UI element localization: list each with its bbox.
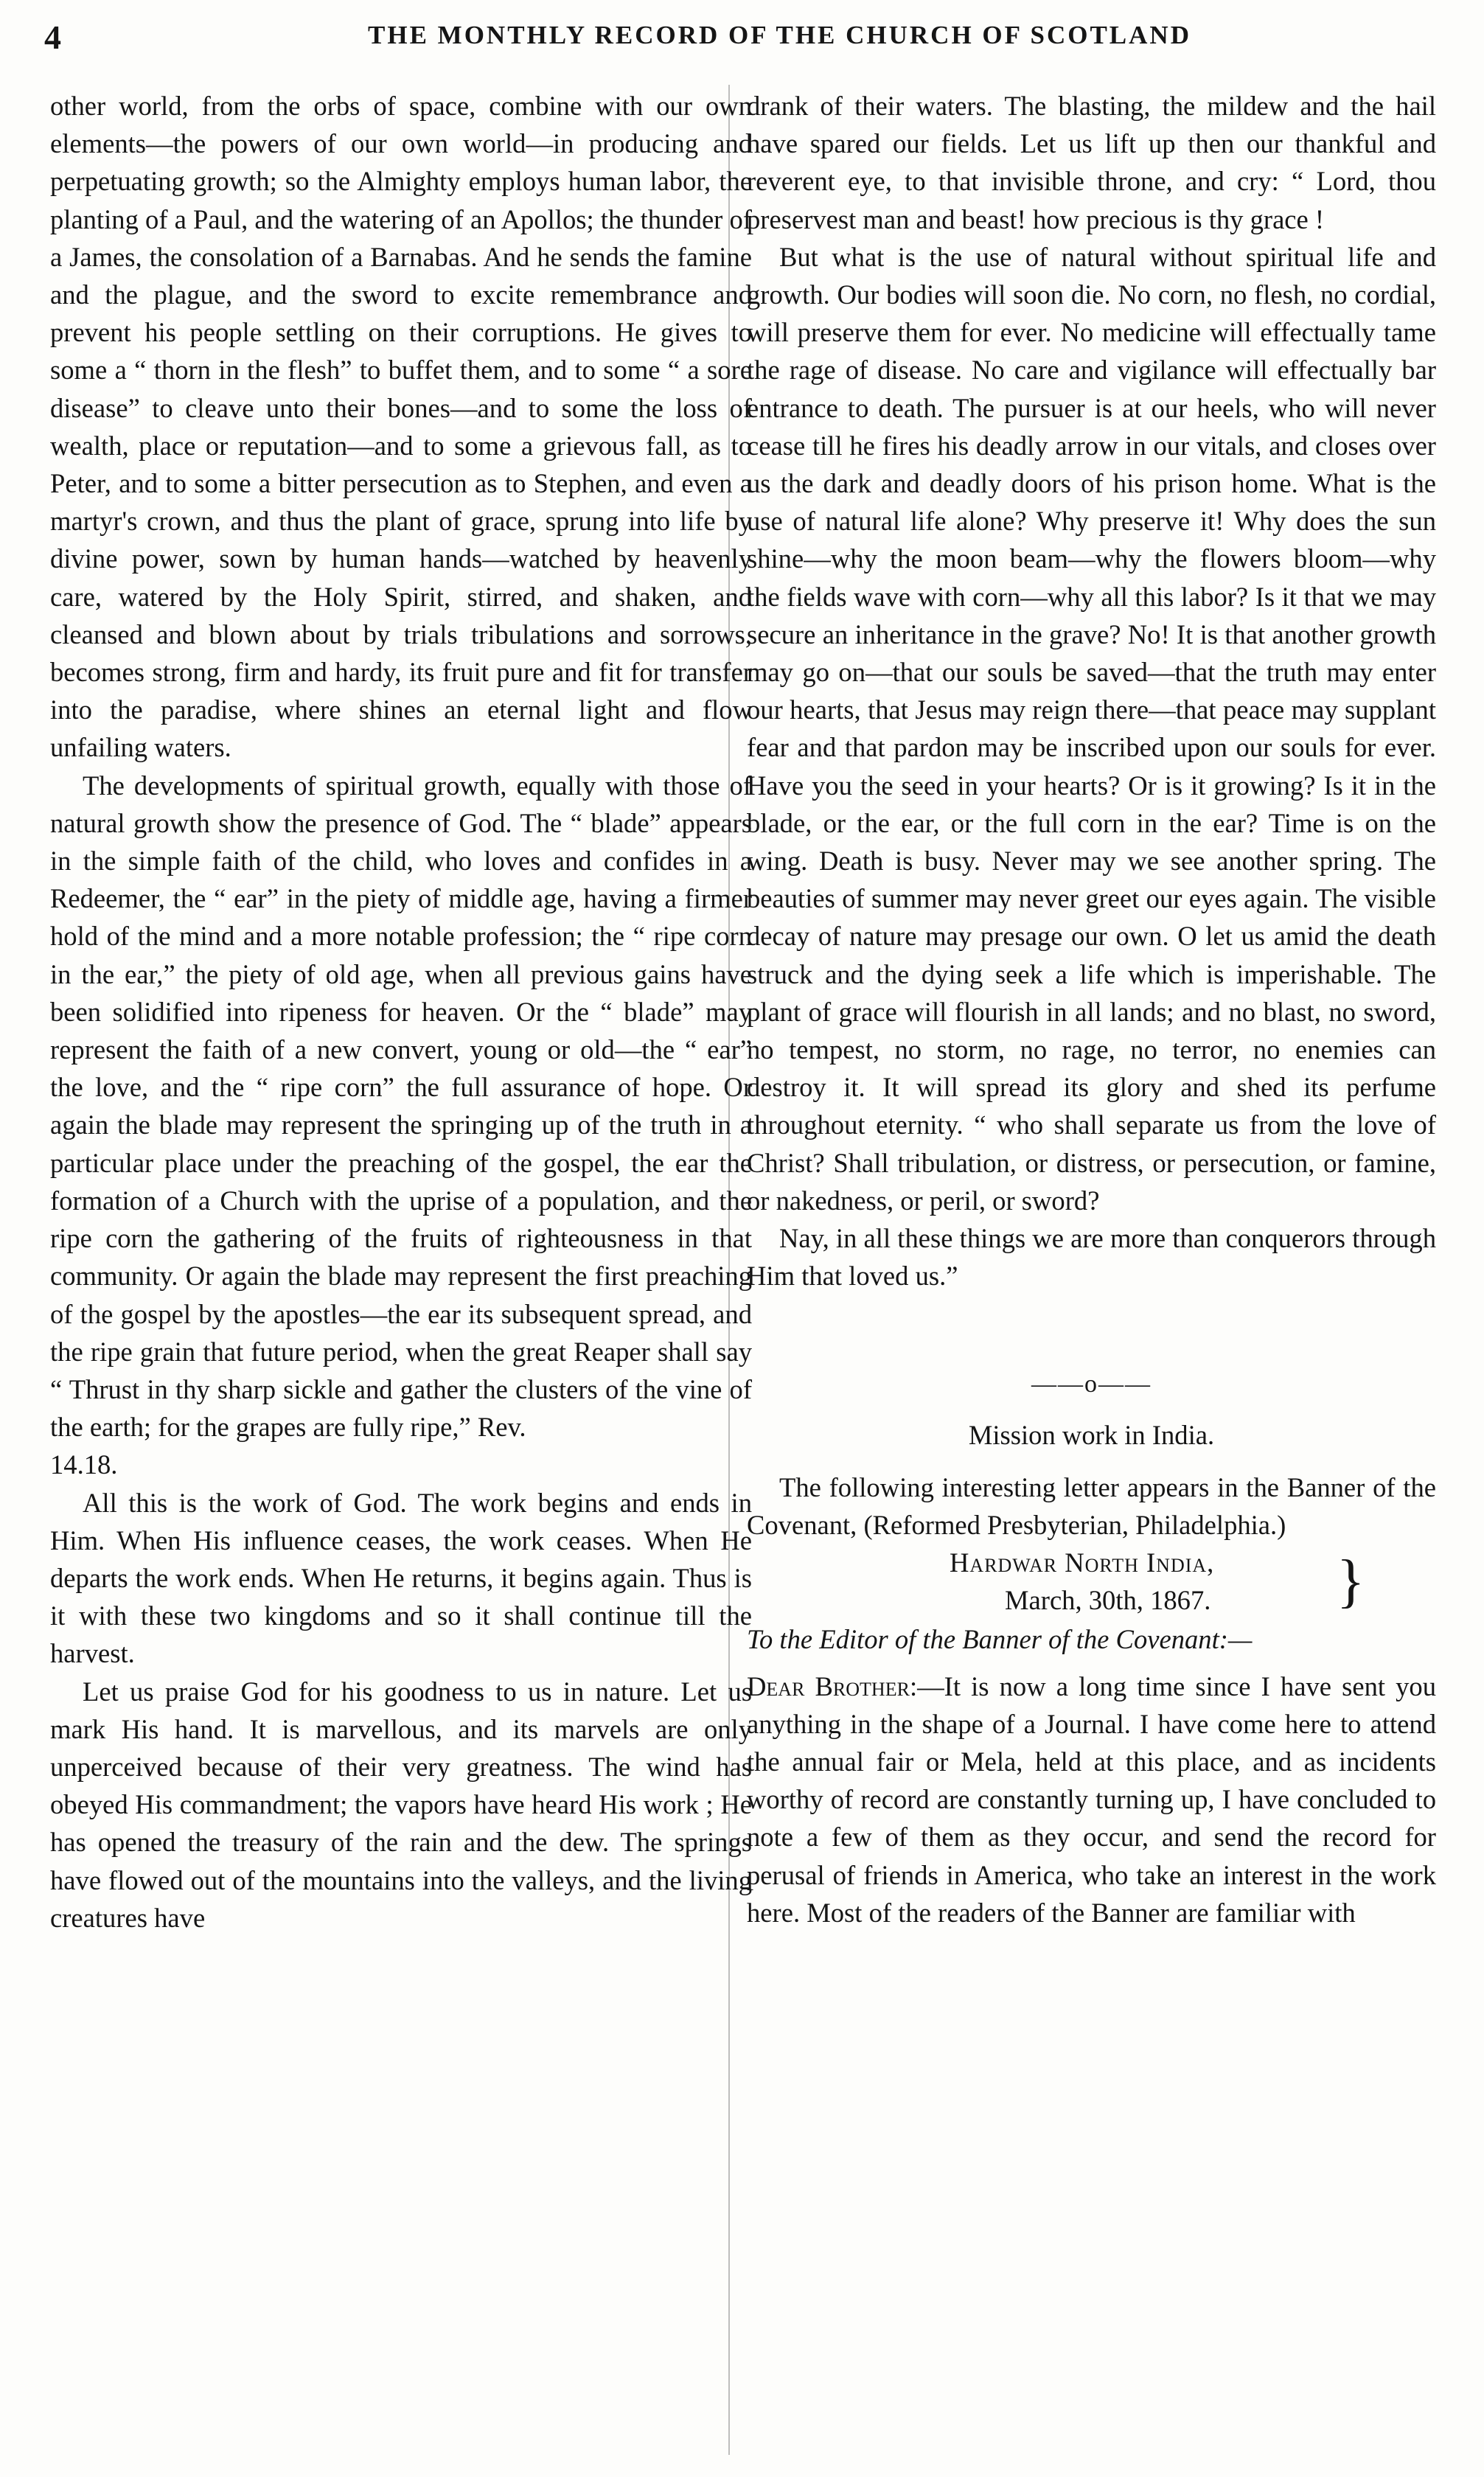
- paragraph: All this is the work of God. The work begins and ends in Him. When His influence ceases, the work ceases. When He departs the work ends. When He returns, it begins again. Thus is it with these two kingdoms and so it shall continue till the harvest.: [50, 1487, 752, 1669]
- paragraph: drank of their waters. The blasting, the mildew and the hail have spared our fields. Let us lift up then our thankful and reverent eye, to that invisible throne, and cry: “ Lord, thou preservest man and beast! how precious is thy grace !: [747, 91, 1436, 234]
- letter-intro: The following interesting letter appears in the Banner of the Covenant, (Reformed Presbyterian, Philadelphia.): [747, 1471, 1436, 1541]
- dateline-date: March, 30th, 1867.: [1005, 1585, 1211, 1616]
- paragraph: Nay, in all these things we are more than conquerors through Him that loved us.”: [747, 1223, 1436, 1292]
- letter-text: :—It is now a long time since I have sent you anything in the shape of a Journal. I have come here to attend the annual fair or Mela, held at this place, and as incidents worthy of record are constantly turning up, I have concluded to note a few of them as they occur, and send the record for perusal of friends in America, who take an interest in the work here. Most of the readers of the Banner are familiar with: [747, 1671, 1436, 1928]
- dateline-place: Hardwar North India,: [950, 1547, 1215, 1578]
- paragraph: But what is the use of natural without spiritual life and growth. Our bodies will soon die. No corn, no flesh, no cordial, will preserve them for ever. No medicine will effectually tame the rage of disease. No care and vigilance will effectually bar entrance to death. The pursuer is at our heels, who will never cease till he fires his deadly arrow in our vitals, and closes over us the dark and deadly doors of his prison home. What is the use of natural life alone? Why preserve it! Why does the sun shine—why the moon beam—why the flowers bloom—why the fields wave with corn—why all this labor? Is it that we may secure an inheritance in the grave? No! It is that another growth may go on—that our souls be saved—that the truth may enter our hearts, that Jesus may reign there—that peace may supplant fear and that pardon may be inscribed upon our souls for ever. Have you the seed in your hearts? Or is it growing? Is it in the blade, or the ear, or the full corn in the ear? Time is on the wing. Death is busy. Never may we see another spring. The beauties of summer may never greet our eyes again. The visible decay of nature may presage our own. O let us amid the death struck and the dying seek a life which is imperishable. The plant of grace will flourish in all lands; and no blast, no sword, no tempest, no storm, no rage, no terror, no enemies can destroy it. It will spread its glory and shed its perfume throughout eternity. “ who shall separate us from the love of Christ? Shall tribulation, or distress, or persecution, or famine, or nakedness, or peril, or sword?: [747, 241, 1436, 1216]
- page-number: 4: [44, 18, 61, 56]
- paragraph: other world, from the orbs of space, combine with our own elements—the powers of our own world—in producing and perpetuating growth; so the Almighty employs human labor, the planting of a Paul, and the watering of an Apollos; the thunder of a James, the consolation of a Barnabas. And he sends the famine and the plague, and the sword to excite remembrance and prevent his people settling on their corruptions. He gives to some a “ thorn in the flesh” to buffet them, and to some “ a sore disease” to cleave unto their bones—and to some the loss of wealth, place or reputation—and to some a grievous fall, as to Peter, and to some a bitter persecution as to Stephen, and even a martyr's crown, and thus the plant of grace, sprung into life by divine power, sown by human hands—watched by heavenly care, watered by the Holy Spirit, stirred, and shaken, and cleansed and blown about by trials tribulations and sorrows, becomes strong, firm and hardy, its fruit pure and fit for transfer into the paradise, where shines an eternal light and flow unfailing waters.: [50, 91, 752, 763]
- section-separator: ——o——: [1031, 1370, 1152, 1398]
- letter-body: [747, 1668, 1436, 1931]
- letter-address: To the Editor of the Banner of the Covenant:—: [747, 1624, 1253, 1655]
- paragraph: The developments of spiritual growth, equally with those of natural growth show the presence of God. The “ blade” appears in the simple faith of the child, who loves and confides in a Redeemer, the “ ear” in the piety of middle age, having a firmer hold of the mind and a more notable profession; the “ ripe corn in the ear,” the piety of old age, when all previous gains have been solidified into ripeness for heaven. Or the “ blade” may represent the faith of a new convert, young or old—the “ ear” the love, and the “ ripe corn” the full assurance of hope. Or again the blade may represent the springing up of the truth in a particular place under the preaching of the gospel, the ear the formation of a Church with the uprise of a population, and the ripe corn the gathering of the fruits of righteousness in that community. Or again the blade may represent the first preaching of the gospel by the apostles—the ear its subsequent spread, and the ripe grain that future period, when the great Reaper shall say “ Thrust in thy sharp sickle and gather the clusters of the vine of the earth; for the grapes are fully ripe,” Rev.: [50, 770, 752, 1443]
- salutation-lead: Dear Brother: [747, 1671, 910, 1701]
- running-title: THE MONTHLY RECORD OF THE CHURCH OF SCOTLAND: [368, 21, 1191, 49]
- scripture-reference: 14.18.: [50, 1449, 118, 1480]
- page-header: [44, 15, 1449, 74]
- left-column: [50, 87, 752, 1937]
- section-title: Mission work in India.: [968, 1419, 1215, 1450]
- brace-glyph: }: [1337, 1549, 1365, 1614]
- dateline: [747, 1544, 1436, 1620]
- paragraph: Let us praise God for his goodness to us in nature. Let us mark His hand. It is marvellous, and its marvels are only unperceived because of their very greatness. The wind has obeyed His commandment; the vapors have heard His work ; He has opened the treasury of the rain and the dew. The springs have flowed out of the mountains into the valleys, and the living creatures have: [50, 1676, 752, 1933]
- right-column: [747, 87, 1436, 1931]
